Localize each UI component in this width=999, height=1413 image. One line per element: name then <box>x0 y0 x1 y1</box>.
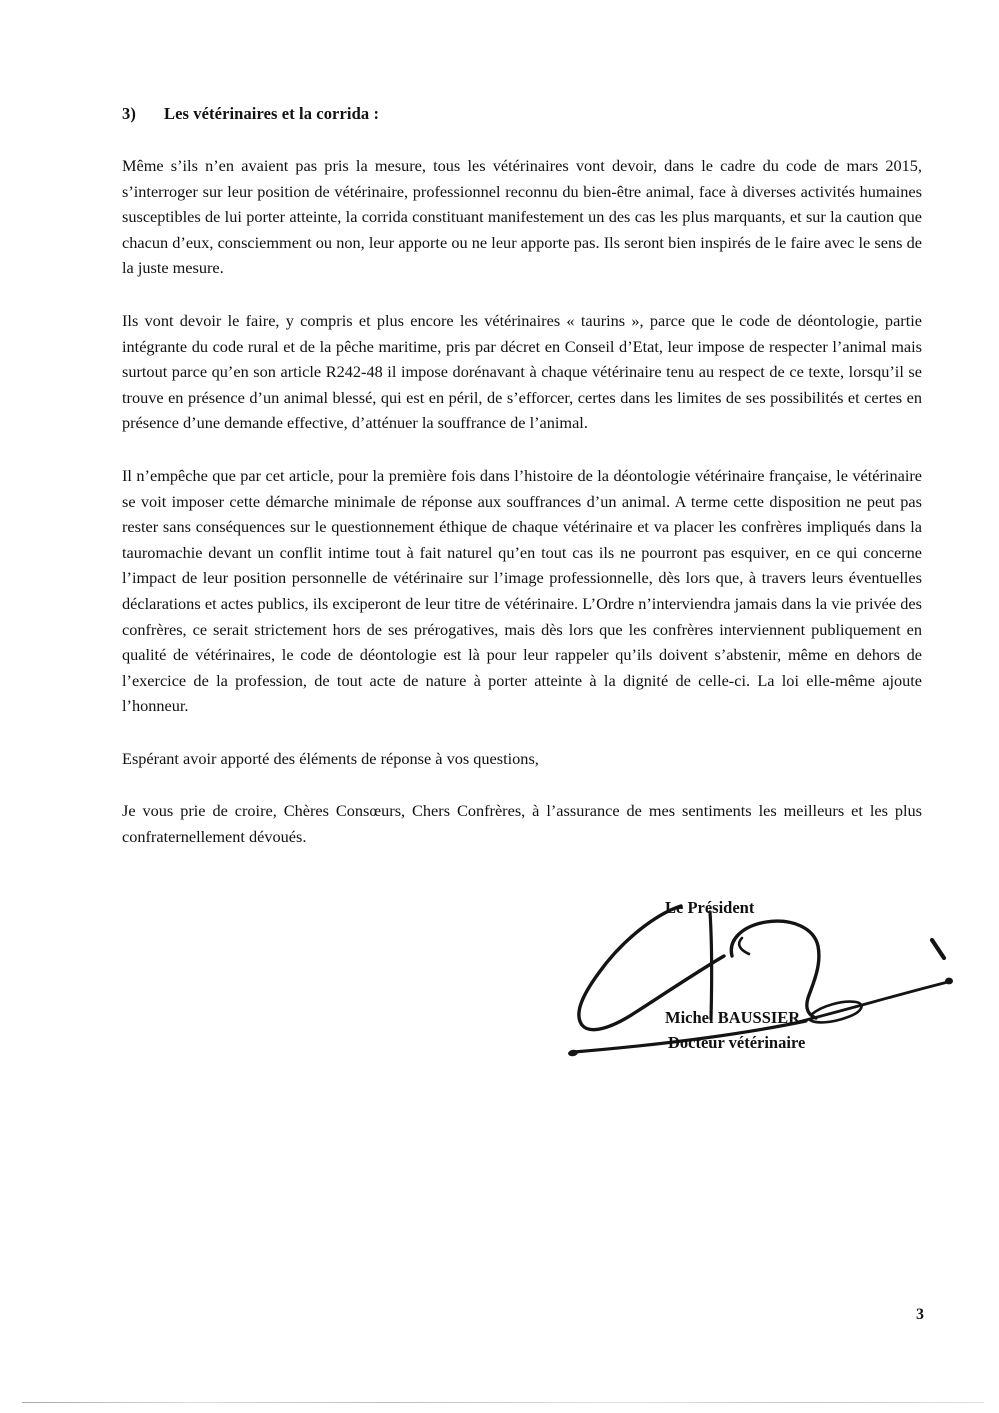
paragraph-2: Ils vont devoir le faire, y compris et plus encore les vétérinaires « taurins », parce que le code de déontologie, partie intégrante du code rural et de la pêche maritime, pris par décret en Conseil d’Etat, leur impose de respecter l’animal mais surtout parce qu’en son article R242-48 il impose dorénavant à chaque vétérinaire tenu au respect de ce texte, lorsqu’il se trouve en présence d’un animal blessé, qui est en péril, de s’efforcer, certes dans les limites de ses possibilités et certes en présence d’une demande effective, d’atténuer la souffrance de l’animal. <box>122 310 922 433</box>
signature-name: Michel BAUSSIER <box>665 1008 801 1027</box>
signature-role: Docteur vétérinaire <box>668 1033 806 1052</box>
paragraph-1: Même s’ils n’en avaient pas pris la mesure, tous les vétérinaires vont devoir, dans le cadre du code de mars 2015, s’interroger sur leur position de vétérinaire, professionnel reconnu du bien-être animal, face à diverses activités humaines susceptibles de lui porter atteinte, la corrida constituant manifestement un des cas les plus marquants, et sur la caution que chacun d’eux, consciemment ou non, leur apporte ou ne leur apporte pas. Ils seront bien inspirés de le faire avec le sens de la juste mesure. <box>122 156 922 278</box>
signature-block <box>560 888 990 1073</box>
section-number: 3) <box>122 104 136 123</box>
section-title: Les vétérinaires et la corrida : <box>164 104 380 123</box>
valediction: Je vous prie de croire, Chères Consœurs, Chers Confrères, à l’assurance de mes sentiments les meilleurs et les plus confraternellement dévoués. <box>122 801 922 847</box>
closing-line: Espérant avoir apporté des éléments de réponse à vos questions, <box>122 748 539 768</box>
paragraph-3: Il n’empêche que par cet article, pour la première fois dans l’histoire de la déontologie vétérinaire française, le vétérinaire se voit imposer cette démarche minimale de réponse aux souffrances d’un animal. A terme cette disposition ne peut pas rester sans conséquences sur le questionnement éthique de chaque vétérinaire et va placer les confrères impliqués dans la tauromachie devant un conflit intime tout à fait naturel qu’en tout cas ils ne pourront pas esquiver, en ce qui concerne l’impact de leur position personnelle de vétérinaire sur l’image professionnelle, dès lors que, à travers leurs éventuelles déclarations et actes publics, ils exciperont de leur titre de vétérinaire. L’Ordre n’interviendra jamais dans la vie privée des confrères, ce serait strictement hors de ses prérogatives, mais dès lors que les confrères interviennent publiquement en qualité de vétérinaires, le code de déontologie est là pour leur rappeler qu’ils doivent s’abstenir, même en dehors de l’exercice de la profession, de tout acte de nature à porter atteinte à la dignité de celle-ci. La loi elle-même ajoute l’honneur. <box>122 465 922 716</box>
scan-artifact-line <box>22 1402 984 1403</box>
page-number: 3 <box>916 1306 924 1323</box>
section-heading <box>122 104 922 124</box>
signature-title: Le Président <box>665 898 755 917</box>
document-body <box>122 104 922 850</box>
